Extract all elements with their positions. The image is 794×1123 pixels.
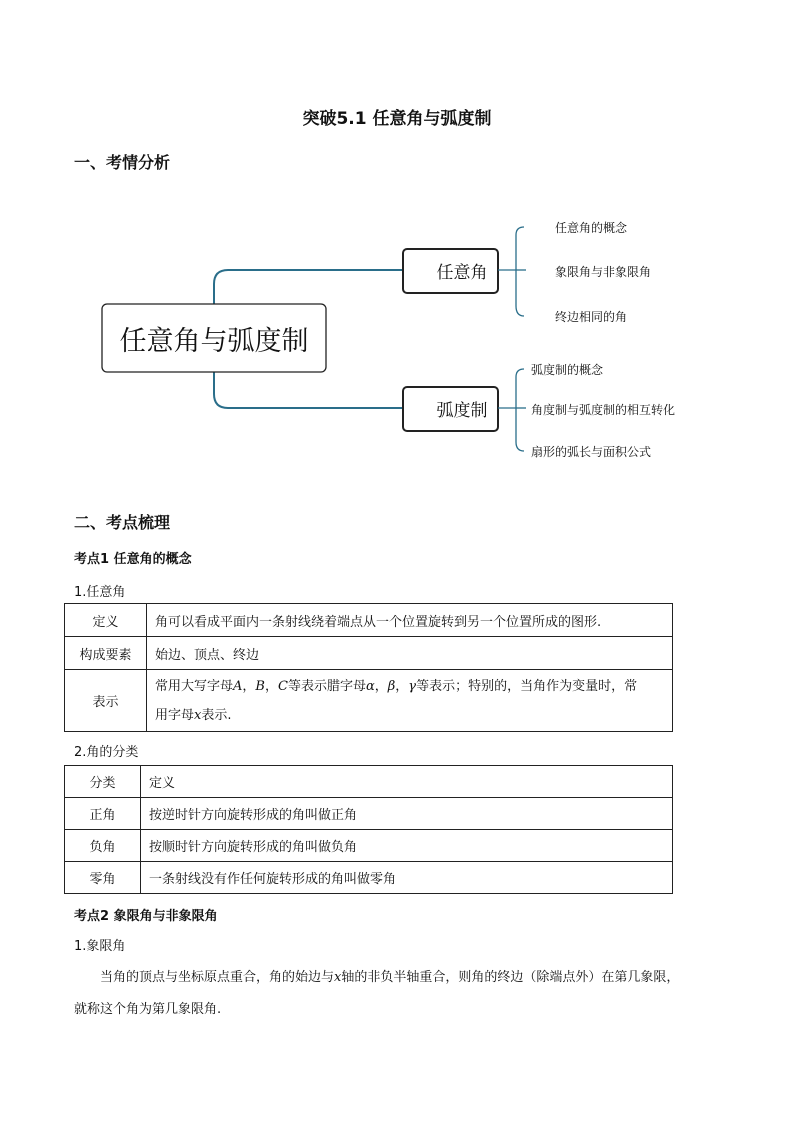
leaf-item: 任意角的概念 bbox=[555, 221, 628, 235]
leaf-item: 弧度制的概念 bbox=[531, 363, 604, 377]
leaf-item: 终边相同的角 bbox=[555, 310, 628, 324]
leaf-item: 角度制与弧度制的相互转化 bbox=[531, 403, 676, 417]
mind-map bbox=[0, 0, 794, 500]
arbitrary-angle-table bbox=[64, 603, 673, 732]
section-heading-analysis: 一、考情分析 bbox=[74, 153, 171, 172]
table-cell: 一条射线没有作任何旋转形成的角叫做零角 bbox=[141, 862, 673, 894]
table-cell: 按顺时针方向旋转形成的角叫做负角 bbox=[141, 830, 673, 862]
table-cell: 负角 bbox=[65, 830, 141, 862]
subsection-arbitrary-angle: 1.任意角 bbox=[74, 585, 126, 600]
table-cell: 常用大写字母A，B，C等表示腊字母α，β，γ等表示；特别的，当角作为变量时，常 用字母x表示. bbox=[147, 670, 673, 732]
table-cell: 按逆时针方向旋转形成的角叫做正角 bbox=[141, 798, 673, 830]
section-heading-review: 二、考点梳理 bbox=[74, 513, 171, 532]
kaodian-1-heading: 考点1 任意角的概念 bbox=[74, 552, 192, 567]
table-cell: 构成要素 bbox=[65, 637, 147, 670]
subsection-classification: 2.角的分类 bbox=[74, 745, 139, 760]
table-header-cell: 分类 bbox=[65, 766, 141, 798]
table-cell: 定义 bbox=[65, 604, 147, 637]
connector-branch1 bbox=[214, 270, 402, 304]
table-header-cell: 定义 bbox=[141, 766, 673, 798]
table-cell: 正角 bbox=[65, 798, 141, 830]
branch-node-label: 任意角 bbox=[436, 263, 488, 283]
leaf-item: 象限角与非象限角 bbox=[555, 265, 652, 279]
page-title: 突破5.1 任意角与弧度制 bbox=[302, 109, 492, 129]
center-node-label: 任意角与弧度制 bbox=[119, 326, 309, 357]
table-cell: 始边、顶点、终边 bbox=[147, 637, 673, 670]
subsection-quadrant-angle: 1.象限角 bbox=[74, 939, 126, 954]
quadrant-angle-paragraph: 当角的顶点与坐标原点重合，角的始边与x轴的非负半轴重合，则角的终边（除端点外）在第几象限， 就称这个角为第几象限角. bbox=[74, 970, 680, 1017]
table-cell: 表示 bbox=[65, 670, 147, 732]
branch-node-label: 弧度制 bbox=[436, 401, 488, 421]
leaf-item: 扇形的弧长与面积公式 bbox=[531, 445, 652, 459]
table-cell: 角可以看成平面内一条射线绕着端点从一个位置旋转到另一个位置所成的图形. bbox=[147, 604, 673, 637]
angle-classification-table bbox=[64, 765, 673, 894]
table-cell: 零角 bbox=[65, 862, 141, 894]
connector-branch2 bbox=[214, 372, 402, 408]
kaodian-2-heading: 考点2 象限角与非象限角 bbox=[74, 909, 218, 924]
